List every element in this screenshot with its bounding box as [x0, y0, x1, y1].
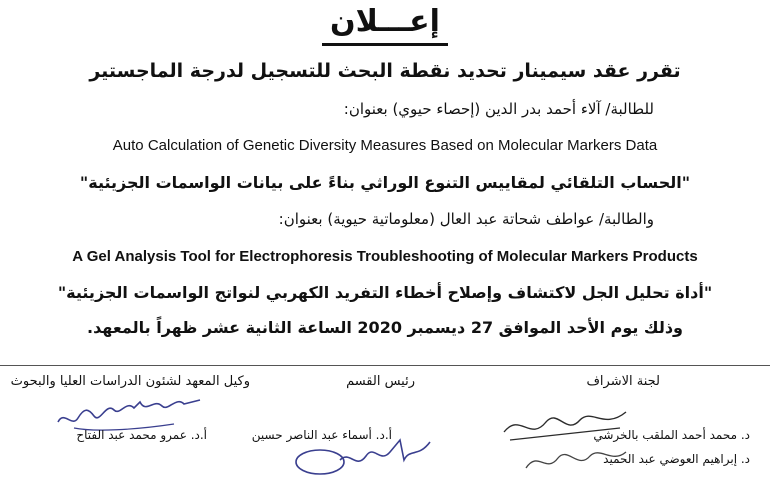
vice-dean-heading: وكيل المعهد لشئون الدراسات العليا والبحوث: [10, 374, 250, 389]
student-1-line: للطالبة/ آلاء أحمد بدر الدين (إحصاء حيوي) بعنوان:: [343, 100, 654, 118]
vice-dean-name: أ.د. عمرو محمد عبد الفتاح: [76, 428, 207, 442]
student-2-line: والطالبة/ عواطف شحاتة عبد العال (معلوماتية حيوية) بعنوان:: [278, 210, 654, 228]
supervision-committee-heading: لجنة الاشراف: [586, 374, 660, 389]
announcement-subtitle: تقرر عقد سيمينار تحديد نقطة البحث للتسجيل لدرجة الماجستير: [89, 60, 681, 82]
supervisor-1-name: د. محمد أحمد الملقب بالخرشي: [593, 428, 750, 442]
supervisor-2-name: د. إبراهيم العوضي عبد الحميد: [603, 452, 750, 466]
department-head-heading: رئيس القسم: [346, 374, 415, 389]
thesis-1-arabic-title: "الحساب التلقائي لمقاييس التنوع الوراثي بناءً على بيانات الواسمات الجزيئية": [79, 173, 691, 192]
signature-divider: [0, 365, 770, 366]
seminar-date-line: وذلك يوم الأحد الموافق 27 ديسمبر 2020 الساعة الثانية عشر ظهراً بالمعهد.: [86, 318, 683, 337]
title-underline: [322, 43, 448, 46]
department-head-name: أ.د. أسماء عبد الناصر حسين: [251, 428, 392, 442]
thesis-1-english-title: Auto Calculation of Genetic Diversity Measures Based on Molecular Markers Data: [112, 137, 658, 154]
thesis-2-english-title: A Gel Analysis Tool for Electrophoresis Troubleshooting of Molecular Markers Products: [72, 248, 698, 265]
announcement-title: إعـــلان: [330, 4, 440, 39]
thesis-2-arabic-title: "أداة تحليل الجل لاكتشاف وإصلاح أخطاء التفريد الكهربي لنواتج الواسمات الجزيئية": [57, 283, 713, 302]
